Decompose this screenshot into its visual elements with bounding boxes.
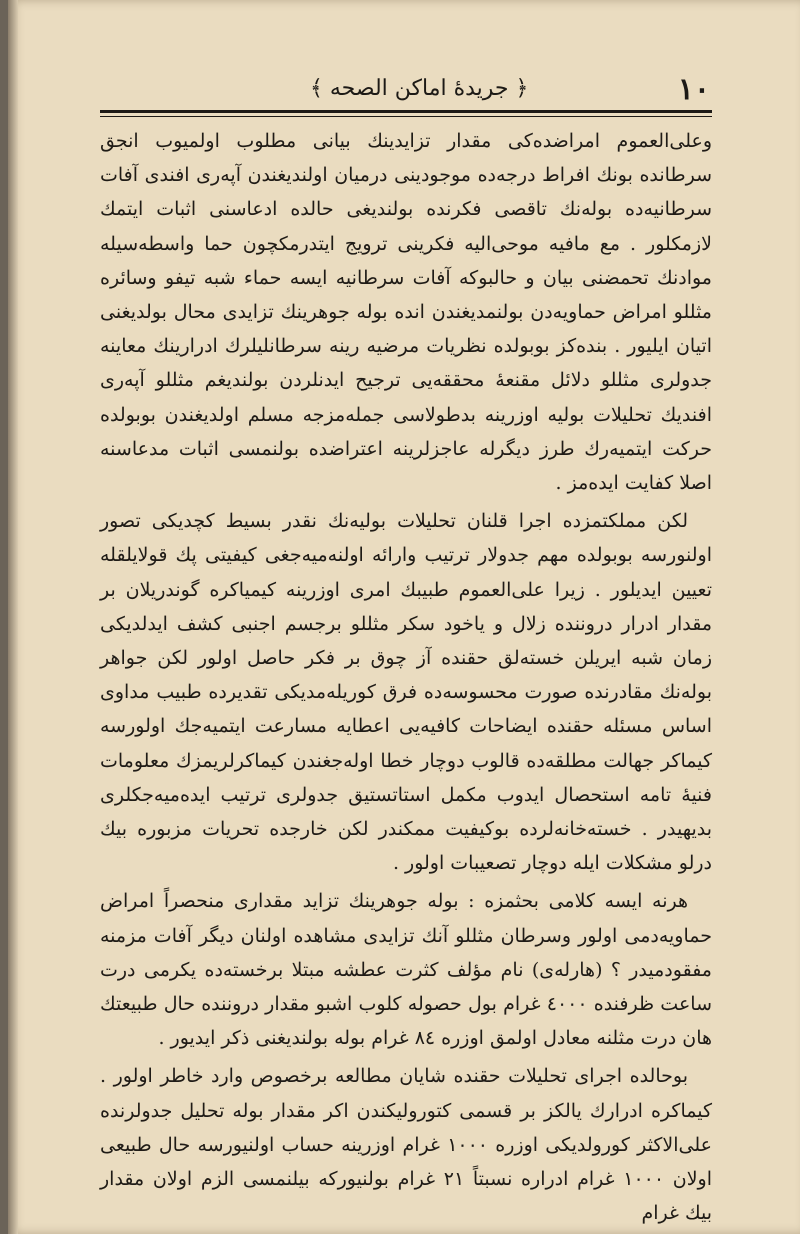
article-body (100, 124, 712, 1231)
paragraph: بوحالده اجراى تحليلات حقنده شايان مطالعه برخصوص وارد خاطر اولور . كيماكره ادرارك يالكز بر قسمى كتوروليكندن اكر مقدار بوله تحليل جدولرنده على‌الاكثر كورولديكى اوزره ١٠٠٠ غرام اوزرينه حساب اولنيورسه حال طبيعى اولان ١٠٠٠ غرام ادراره نسبتاً ٢١ غرام بولنيوركه بيلنمسى الزم اولان مقدار بيك غرام (100, 1065, 713, 1225)
header-rule-thin (100, 116, 712, 117)
header-rule-thick (100, 110, 712, 113)
journal-title: ﴿ جريدهٔ اماكن الصحه ﴾ (310, 76, 529, 101)
page-number: ١٠ (677, 72, 710, 107)
page-binding-edge (8, 0, 18, 1234)
book-page (8, 0, 800, 1234)
paragraph: هرنه ايسه كلامى بحثمزه : بوله جوهرينك تزايد مقدارى منحصراً امراض حماويه‌دمى اولور وسرطان مثللو آنك تزايدى مشاهده اولنان ديگر آفات مزمنه مفقودميدر ؟ (هارله‌ى) نام مؤلف كثرت عطشه مبتلا برخسته‌ده يكرمى درت ساعت ظرفنده ٤٠٠٠ غرام بول حصوله كلوب اشبو مقدار دروننده حال طبيعتك هان درت مثلنه معادل اولمق اوزره ٨٤ غرام بوله بولنديغنى ذكر ايديور . (100, 890, 713, 1050)
page-header (100, 72, 710, 108)
paragraph: وعلى‌العموم امراضده‌كى مقدار تزايدينك بيانى مطلوب اولميوب انجق سرطانده بونك افراط درجه‌ده موجودينى درميان اولنديغندن آپه‌رى افندى آفات سرطانيه‌ده بوله‌نك تاقصى فكرنده بولنديغى حالده ادعاسنى اثبات ايتمك لازمكلور . مع مافيه موحى‌اليه فكرينى ترويج ايتدرمكچون حما واسطه‌سيله موادنك تحمضنى بيان و حالبوكه آفات سرطانيه ايسه حماء شبه تيفو وسائره مثللو امراض حماويه‌دن بولنمديغندن انده بوله جوهرينك تزايدى محال بولديغنى اتيان ايليور . بنده‌كز بوبولده نظريات مرضيه رينه سرطانليلرك ادرارينك معاينه جدولرى مثللو دلائل مقنعهٔ محققه‌يى ترجيح ايدنلردن بولنديغم مثللو آپه‌رى افنديك تحليلات بوليه اوزرينه بدطولاسى جمله‌مزجه مسلم اولديغندن بوبولده حركت ايتميه‌رك طرز ديگرله عاجزلرينه اعتراضده بولنمسى اثبات مدعاسنه اصلا كفايت ايده‌مز . (100, 130, 712, 495)
paragraph: لكن مملكتمزده اجرا قلنان تحليلات بوليه‌نك نقدر بسيط كچديكى تصور اولنورسه بوبولده مهم جدولار ترتيب وارائه اولنه‌ميه‌جغى كيفيتى پك قولايلقله تعيين ايديلور . زيرا على‌العموم طبيبك امرى اوزرينه كيمياكره گوندريلان بر مقدار ادرار دروننده زلال و ياخود سكر مثللو برجسم اجنبى كشف ايدلديكى زمان شبه ايريلن خسته‌لق حقنده آز چوق بر فكر حاصل اولور لكن جواهر بوله‌نك مقادرنده صورت محسوسه‌ده فرق كوريله‌مديكى تقديرده طبيب مداوى اساس مسئله حقنده ايضاحات كافيه‌يى اعطايه مسارعت ايتميه‌جك اولورسه كيماكر جهالت مطلقه‌ده قالوب دوچار خطا اوله‌جغندن كيماكرلريمزك معلومات فنيهٔ تامه استحصال ايدوب مكمل استاتستيق جدولرى ترتيب ايده‌ميه‌جكلرى بديهيدر . خسته‌خانه‌لرده بوكيفيت ممكندر لكن خارجده تحريات مزبوره بيك درلو مشكلات ايله دوچار تصعيبات اولور . (100, 510, 713, 875)
